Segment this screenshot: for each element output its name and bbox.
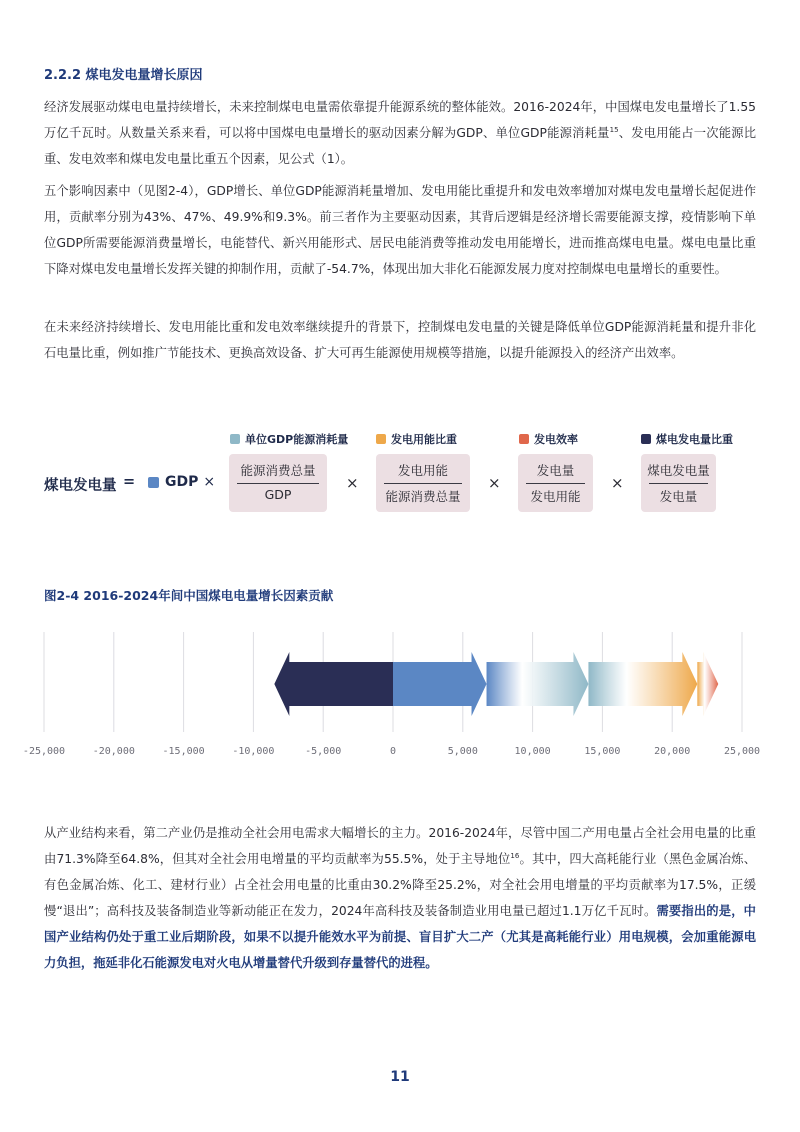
contribution-arrow-4 xyxy=(697,652,718,716)
legend-swatch xyxy=(519,434,529,444)
times-sign: × xyxy=(611,474,624,492)
legend-efficiency xyxy=(519,431,578,447)
paragraph-4 xyxy=(44,820,756,976)
times-sign: × xyxy=(488,474,501,492)
legend-label: 发电效率 xyxy=(534,433,578,446)
fraction-denominator: 发电用能 xyxy=(530,489,581,504)
fraction-denominator: GDP xyxy=(264,487,292,502)
gdp-label: GDP xyxy=(165,474,199,490)
x-tick-label: -20,000 xyxy=(92,746,135,757)
gdp-swatch xyxy=(148,477,159,488)
paragraph-2: 五个影响因素中（见图2-4），GDP增长、单位GDP能源消耗量增加、发电用能比重提升和发电效率增加对煤电发电量增长起促进作用，贡献率分别为43%、47%、49.9%和9.3%。前三者作为主要驱动因素，其背后逻辑是经济增长需要能源支撑，疫情影响下单位GDP所需要能源消费量增长，电能替代、新兴用能形式、居民电能消费等推动发电用能增长，进而推高煤电电量。煤电电量比重下降对煤电发电量增长发挥关键的抑制作用，贡献了-54.7%，体现出加大非化石能源发展力度对控制煤电电量增长的重要性。 xyxy=(44,184,756,276)
contribution-arrow-3 xyxy=(588,652,697,716)
x-tick-label: -5,000 xyxy=(305,746,342,757)
fraction-numerator: 煤电发电量 xyxy=(647,463,710,478)
paragraph-4-text: 从产业结构来看，第二产业仍是推动全社会用电需求大幅增长的主力。2016-2024年，尽管中国二产用电量占全社会用电量的比重由71.3%降至64.8%，但其对全社会用电增量的平均贡献率为55.5%，处于主导地位 xyxy=(44,826,756,866)
legend-swatch xyxy=(641,434,651,444)
fraction-numerator: 能源消费总量 xyxy=(240,463,316,478)
fraction-denominator: 发电量 xyxy=(659,489,698,504)
formula-equals: = xyxy=(123,474,136,490)
fraction-bar xyxy=(649,483,708,484)
legend-power-share xyxy=(376,431,457,447)
fraction-bar xyxy=(237,483,319,484)
fraction-coal-share xyxy=(641,454,716,512)
x-tick-label: 5,000 xyxy=(447,746,478,757)
formula-left-label: 煤电发电量 xyxy=(44,478,117,494)
formula-gdp-term xyxy=(148,474,215,490)
fraction-numerator: 发电用能 xyxy=(397,463,448,478)
footnote-ref-15[interactable]: 15 xyxy=(609,125,619,134)
section-title: 2.2.2 煤电发电量增长原因 xyxy=(44,68,203,83)
paragraph-4-emphasis: 需要指出的是，中国产业结构仍处于重工业后期阶段，如果不以提升能效水平为前提、盲目扩大二产（尤其是高耗能行业）用电规模，会加重能源电力负担，拖延非化石能源发电对火电从增量替代升级到存量替代的进程。 xyxy=(44,904,756,970)
legend-coal-share xyxy=(641,431,733,447)
x-tick-label: -15,000 xyxy=(162,746,205,757)
contribution-arrow-2 xyxy=(487,652,589,716)
paragraph-1-text-after: 、发电用能占一次能源比重、发电效率和煤电发电量比重五个因素，见公式（1）。 xyxy=(44,126,756,166)
times-sign: × xyxy=(346,474,359,492)
contribution-chart xyxy=(0,620,800,770)
contribution-arrow-0 xyxy=(274,652,393,716)
fraction-numerator: 发电量 xyxy=(536,463,575,478)
legend-swatch xyxy=(376,434,386,444)
x-tick-label: 25,000 xyxy=(723,746,761,757)
fraction-efficiency xyxy=(518,454,593,512)
fraction-energy-intensity xyxy=(229,454,327,512)
paragraph-3: 在未来经济持续增长、发电用能比重和发电效率继续提升的背景下，控制煤电发电量的关键是降低单位GDP能源消耗量和提升非化石电量比重，例如推广节能技术、更换高效设备、扩大可再生能源使用规模等措施，以提升能源投入的经济产出效率。 xyxy=(44,320,756,360)
legend-swatch xyxy=(230,434,240,444)
paragraph-1 xyxy=(44,94,756,172)
fraction-denominator: 能源消费总量 xyxy=(385,489,461,504)
paragraph-1-text: 经济发展驱动煤电电量持续增长，未来控制煤电电量需依靠提升能源系统的整体能效。2016-2024年，中国煤电发电量增长了1.55万亿千瓦时。从数量关系来看，可以将中国煤电电量增长的驱动因素分解为GDP、单位GDP能源消耗量 xyxy=(44,100,756,140)
fraction-bar xyxy=(526,483,585,484)
paragraph-4-text-after: 。其中，四大高耗能行业（黑色金属冶炼、有色金属冶炼、化工、建材行业）占全社会用电量的比重由30.2%降至25.2%，对全社会用电增量的平均贡献率为17.5%，正缓慢“退出”；高科技及装备制造业等新动能正在发力，2024年高科技及装备制造业用电量已超过1.1万亿千瓦时。 xyxy=(44,852,756,918)
footnote-ref-16[interactable]: 16 xyxy=(510,851,520,860)
legend-label: 单位GDP能源消耗量 xyxy=(245,433,349,446)
legend-label: 发电用能比重 xyxy=(391,433,457,446)
fraction-power-share xyxy=(376,454,470,512)
x-tick-label: -25,000 xyxy=(22,746,66,757)
legend-label: 煤电发电量比重 xyxy=(656,433,733,446)
x-tick-label: -10,000 xyxy=(232,746,275,757)
times-sign: × xyxy=(203,474,216,490)
x-tick-label: 10,000 xyxy=(514,746,551,757)
fraction-bar xyxy=(384,483,462,484)
x-tick-label: 15,000 xyxy=(584,746,621,757)
legend-energy-intensity xyxy=(230,431,348,447)
contribution-arrow-1 xyxy=(393,652,487,716)
page-number: 11 xyxy=(390,1069,410,1085)
figure-title: 图2-4 2016-2024年间中国煤电电量增长因素贡献 xyxy=(44,588,334,603)
x-tick-label: 20,000 xyxy=(654,746,691,757)
x-tick-label: 0 xyxy=(389,746,397,757)
